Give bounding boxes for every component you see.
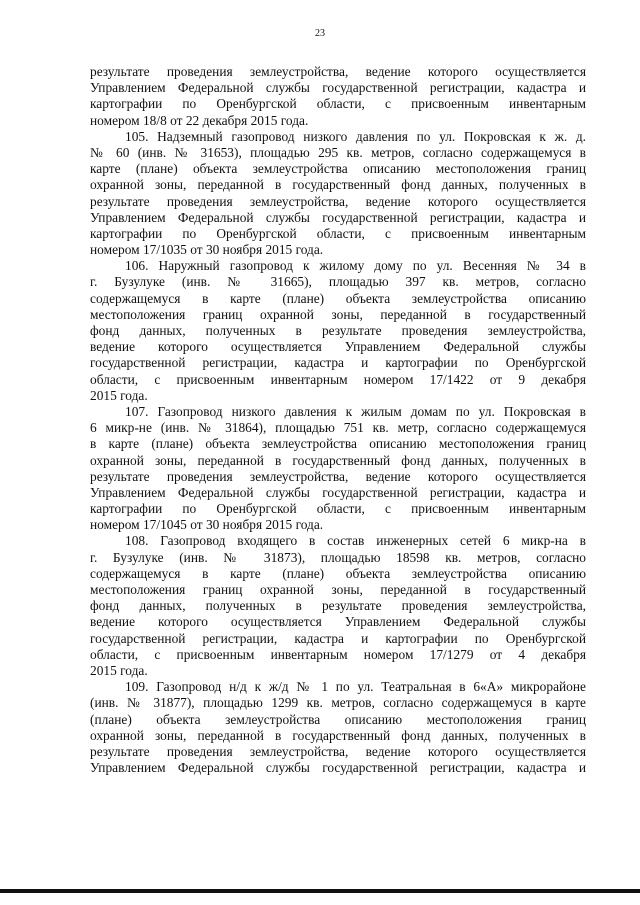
text-line: области, с присвоенным инвентарным номером 17/1422 от 9 декабря — [90, 371, 586, 387]
text-line: № 60 (инв. № 31653), площадью 295 кв. метров, согласно содержащемуся в — [90, 144, 586, 160]
paragraph-107 — [90, 404, 586, 534]
text-line: Управлением Федеральной службы государственной регистрации, кадастра и — [90, 80, 586, 96]
page-number: 23 — [315, 28, 325, 39]
text-line: области, с присвоенным инвентарным номером 17/1279 от 4 декабря — [90, 646, 586, 662]
text-line: в карте (плане) объекта землеустройства описанию местоположения границ — [90, 436, 586, 452]
text-line: государственной регистрации, кадастра и картографии по Оренбургской — [90, 630, 586, 646]
text-line: содержащемуся в карте (плане) объекта землеустройства описанию — [90, 565, 586, 581]
paragraph-109 — [90, 679, 586, 776]
page-bottom-rule — [0, 889, 640, 893]
text-line: г. Бузулуке (инв. № 31873), площадью 18598 кв. метров, согласно — [90, 549, 586, 565]
text-line: картографии по Оренбургской области, с присвоенным инвентарным — [90, 96, 586, 112]
text-line: 109. Газопровод н/д к ж/д № 1 по ул. Театральная в 6«А» микрорайоне — [125, 679, 586, 695]
text-line: охранной зоны, переданной в государственный фонд данных, полученных в — [90, 177, 586, 193]
text-line: карте (плане) объекта землеустройства описанию местоположения границ — [90, 161, 586, 177]
document-body — [90, 64, 586, 776]
text-line: г. Бузулуке (инв. № 31665), площадью 397 кв. метров, согласно — [90, 274, 586, 290]
text-line: результате проведения землеустройства, ведение которого осуществляется — [90, 743, 586, 759]
text-line: 2015 года. — [90, 387, 148, 403]
paragraph-105 — [90, 129, 586, 259]
paragraph-106 — [90, 258, 586, 404]
text-line: 105. Надземный газопровод низкого давления по ул. Покровская к ж. д. — [125, 128, 586, 144]
text-line: 107. Газопровод низкого давления к жилым домам по ул. Покровская в — [125, 403, 586, 419]
text-line: 2015 года. — [90, 662, 148, 678]
text-line: картографии по Оренбургской области, с присвоенным инвентарным — [90, 501, 586, 517]
text-line: фонд данных, полученных в результате проведения землеустройства, — [90, 323, 586, 338]
text-line: Управлением Федеральной службы государственной регистрации, кадастра и — [90, 760, 586, 776]
text-line: местоположения границ охранной зоны, переданной в государственный — [90, 582, 586, 597]
text-line: Управлением Федеральной службы государственной регистрации, кадастра и — [90, 209, 586, 225]
text-line: 106. Наружный газопровод к жилому дому по ул. Весенняя № 34 в — [125, 258, 586, 274]
text-line: ведение которого осуществляется Управлением Федеральной службы — [90, 614, 586, 630]
text-line: номером 17/1035 от 30 ноября 2015 года. — [90, 242, 324, 258]
text-line: результате проведения землеустройства, ведение которого осуществляется — [90, 468, 586, 484]
text-line: номером 17/1045 от 30 ноября 2015 года. — [90, 517, 324, 533]
text-line: номером 18/8 от 22 декабря 2015 года. — [90, 112, 309, 128]
text-line: охранной зоны, переданной в государственный фонд данных, полученных в — [90, 727, 586, 743]
text-line: результате проведения землеустройства, ведение которого осуществляется — [90, 193, 586, 209]
text-line: государственной регистрации, кадастра и картографии по Оренбургской — [90, 355, 586, 371]
text-line: Управлением Федеральной службы государственной регистрации, кадастра и — [90, 484, 586, 500]
text-line: фонд данных, полученных в результате проведения землеустройства, — [90, 598, 586, 614]
text-line: результате проведения землеустройства, ведение которого осуществляется — [90, 64, 586, 79]
text-line: ведение которого осуществляется Управлением Федеральной службы — [90, 339, 586, 355]
text-line: охранной зоны, переданной в государственный фонд данных, полученных в — [90, 452, 586, 468]
paragraph-108 — [90, 533, 586, 679]
text-line: картографии по Оренбургской области, с присвоенным инвентарным — [90, 225, 586, 241]
text-line: 108. Газопровод входящего в состав инженерных сетей 6 микр-на в — [125, 533, 586, 549]
text-line: (инв. № 31877), площадью 1299 кв. метров, согласно содержащемуся в карте — [90, 695, 586, 711]
text-line: местоположения границ охранной зоны, переданной в государственный — [90, 306, 586, 322]
text-line: (плане) объекта землеустройства описанию местоположения границ — [90, 711, 586, 727]
paragraph-continuation — [90, 64, 586, 129]
text-line: содержащемуся в карте (плане) объекта землеустройства описанию — [90, 290, 586, 306]
text-line: 6 микр-не (инв. № 31864), площадью 751 кв. метр, согласно содержащемуся — [90, 420, 586, 436]
